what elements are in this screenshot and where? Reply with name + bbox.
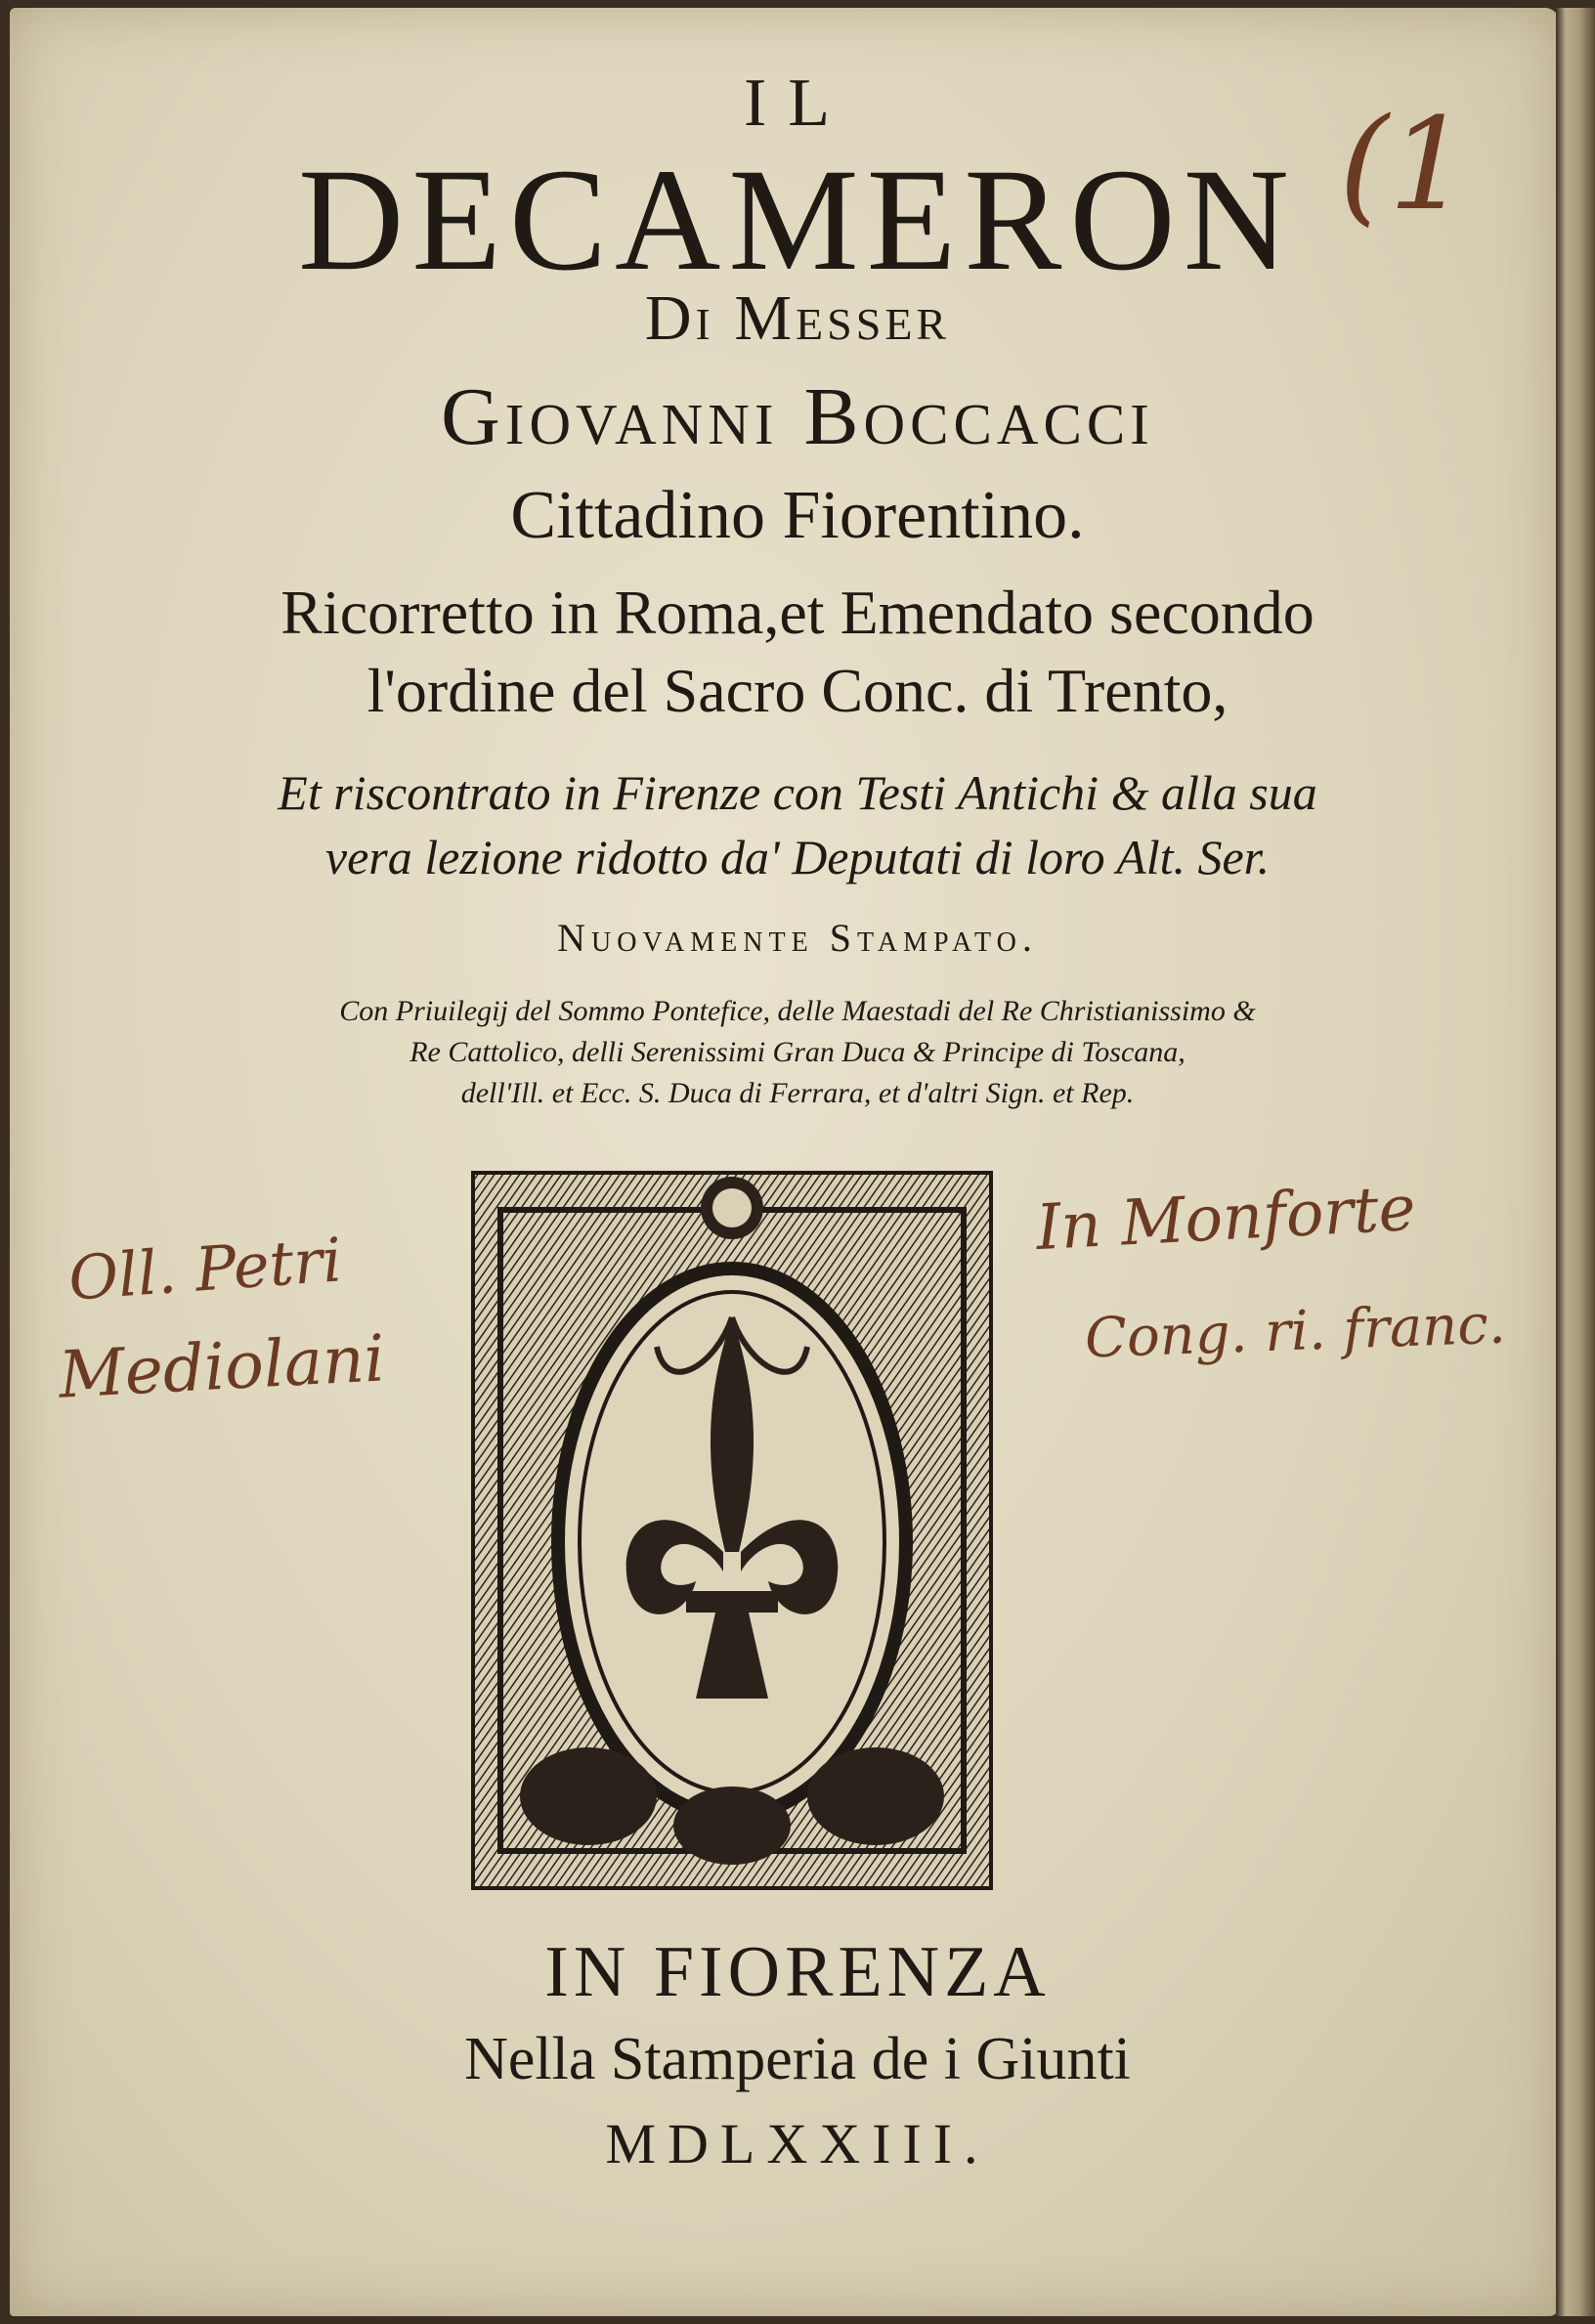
provenance-left-1: Oll. Petri [65,1224,345,1314]
imprint-printer: Nella Stamperia de i Giunti [464,2026,1131,2092]
privilege-line-2: Re Cattolico, delli Serenissimi Gran Duca & Principe di Toscana, [410,1036,1185,1068]
collation-statement-2: vera lezione ridotto da' Deputati di loro Alt. Ser. [324,830,1271,884]
edition-statement-1: Ricorretto in Roma,et Emendato secondo [280,578,1315,647]
provenance-right-2: Cong. ri. franc. [1083,1292,1507,1371]
author-name: Giovanni Boccacci [441,371,1154,462]
shelf-mark: (1 [1339,90,1470,238]
privilege-line-3: dell'Ill. et Ecc. S. Duca di Ferrara, et d'altri Sign. et Rep. [460,1077,1135,1109]
newly-printed: Nuovamente Stampato. [557,916,1038,960]
title-di-messer: Di Messer [644,282,951,354]
provenance-left-2: Mediolani [57,1320,387,1413]
collation-statement-1: Et riscontrato in Firenze con Testi Antichi & alla sua [278,765,1317,820]
imprint-year: MDLXXIII. [605,2112,990,2175]
privilege-line-1: Con Priuilegij del Sommo Pontefice, delle Maestadi del Re Christianissimo & [339,995,1256,1027]
provenance-right-1: In Monforte [1034,1172,1418,1266]
edition-statement-2: l'ordine del Sacro Conc. di Trento, [366,656,1229,725]
title-decameron: DECAMERON [297,139,1298,301]
author-citizenship: Cittadino Fiorentino. [510,478,1085,553]
fleur-de-lis-woodcut-icon [471,1171,993,1890]
title-il: IL [743,65,852,141]
imprint-place: IN FIORENZA [544,1932,1051,2012]
